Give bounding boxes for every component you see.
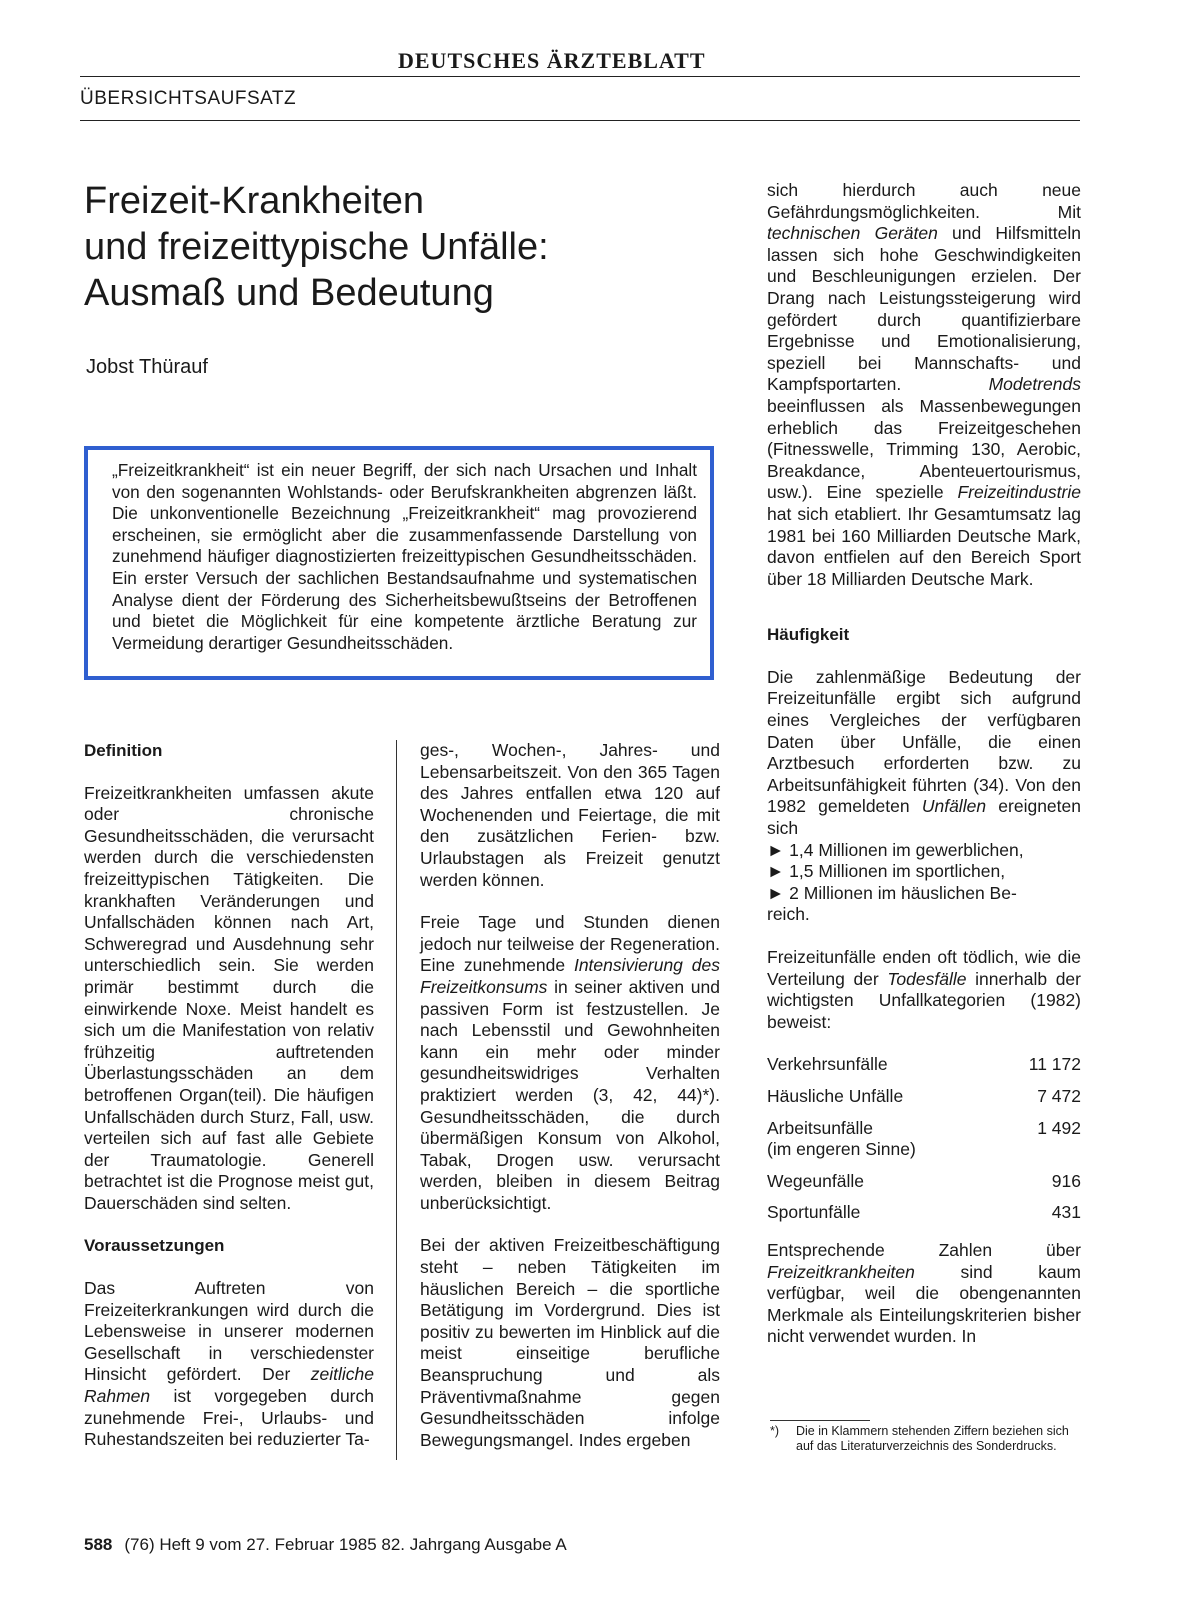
stat-value: 1 492 <box>1037 1117 1081 1138</box>
title-line: Ausmaß und Bedeutung <box>84 272 494 314</box>
author-name: Jobst Thürauf <box>86 356 208 378</box>
article-title <box>84 178 724 316</box>
footnote-text: Die in Klammern stehenden Ziffern beziehen sich auf das Literaturverzeichnis des Sonderdrucks. <box>796 1424 1069 1453</box>
incident-list <box>767 840 1081 926</box>
column-2 <box>420 740 720 1472</box>
paragraph: Freie Tage und Stunden dienen jedoch nur teilweise der Regeneration. Eine zunehmende Intensivierung des Freizeitkonsums in seiner aktiven und passiven Form ist festzustellen. Je nach Lebensstil und Gewohnheiten kann ein mehr oder minder gesundheitswidriges Verhalten praktiziert werden (3, 42, 44)*). Gesundheitsschäden, die durch übermäßigen Konsum von Alkohol, Tabak, Drogen usw. verursacht werden, bleiben in diesem Beitrag unberücksichtigt. <box>420 912 720 1213</box>
paragraph: Bei der aktiven Freizeitbeschäftigung steht – neben Tätigkeiten im häuslichen Bereich – die sportliche Betätigung im Vordergrund. Dies ist positiv zu bewerten im Hinblick auf die meist einseitige berufliche Beanspruchung und als Präventivmaßnahme gegen Gesundheitsschäden infolge Bewegungsmangel. Indes ergeben <box>420 1235 720 1450</box>
footnote-rule <box>770 1420 870 1421</box>
heading-definition: Definition <box>84 741 163 760</box>
list-item: ► 2 Millionen im häuslichen Be- <box>767 882 1017 903</box>
paragraph: ges-, Wochen-, Jahres- und Lebensarbeitszeit. Von den 365 Tagen des Jahres entfallen etwa 120 auf Wochenenden und Feiertage, die mit den zusätzlichen Ferien- bzw. Urlaubstagen als Freizeit genutzt werden können. <box>420 740 720 890</box>
stat-value: 431 <box>1051 1202 1081 1223</box>
stat-label: Arbeitsunfälle <box>767 1117 874 1138</box>
column-divider <box>396 740 397 1460</box>
page-number: 588 <box>84 1535 113 1554</box>
paragraph: sich hierdurch auch neue Gefährdungsmöglichkeiten. Mit technischen Geräten und Hilfsmitteln lassen sich hohe Geschwindigkeiten und Beschleunigungen erzielen. Der Drang nach Leistungssteigerung wird gefördert durch quantifizierbare Ergebnisse und Emotionalisierung, speziell bei Mannschafts- und Kampfsportarten. Modetrends beeinflussen als Massenbewegungen erheblich das Freizeitgeschehen (Fitnesswelle, Trimming 130, Aerobic, Breakdance, Abenteuertourismus, usw.). Eine spezielle Freizeitindustrie hat sich etabliert. Ihr Gesamtumsatz lag 1981 bei 160 Milliarden Deutsche Mark, davon entfielen auf den Bereich Sport über 18 Milliarden Deutsche Mark. <box>767 180 1081 589</box>
heading-voraussetzungen: Voraussetzungen <box>84 1236 225 1256</box>
paragraph-voraussetzungen: Das Auftreten von Freizeiterkrankungen wird durch die Lebensweise in unserer modernen Gesellschaft in verschiedenster Hinsicht gefördert. Der zeitliche Rahmen ist vorgegeben durch zunehmende Frei-, Urlaubs- und Ruhestandszeiten bei reduzierter Ta- <box>84 1278 374 1450</box>
table-row <box>767 1086 1081 1108</box>
column-1 <box>84 740 374 1472</box>
heading-haeufigkeit: Häufigkeit <box>767 625 850 645</box>
column-3 <box>767 180 1081 1369</box>
stat-label: Verkehrsunfälle <box>767 1054 888 1075</box>
stat-value: 11 172 <box>1028 1054 1081 1075</box>
stat-value: 7 472 <box>1037 1085 1081 1106</box>
table-row <box>767 1118 1081 1161</box>
paragraph-definition: Freizeitkrankheiten umfassen akute oder chronische Gesundheitsschäden, die verursacht werden durch die verschiedensten freizeittypischen Tätigkeiten. Die krankhaften Veränderungen und Unfallschäden können nach Art, Schweregrad und Ausdehnung sehr unterschiedlich sein. Sie werden primär bestimmt durch die einwirkende Noxe. Meist handelt es sich um die Manifestation von relativ frühzeitig auftretenden Überlastungsschäden an dem betroffenen Organ(teil). Die häufigen Unfallschäden durch Sturz, Fall, usw. verteilen sich auf fast alle Gebiete der Traumatologie. Generell betrachtet ist die Prognose meist gut, Dauerschäden sind selten. <box>84 782 374 1213</box>
stat-label: Wegeunfälle <box>767 1170 864 1191</box>
section-rule <box>80 120 1080 121</box>
section-label: ÜBERSICHTSAUFSATZ <box>80 88 297 109</box>
header-rule <box>80 76 1080 77</box>
table-row <box>767 1202 1081 1224</box>
footnote-mark: *) <box>770 1424 780 1438</box>
paragraph: Freizeitunfälle enden oft tödlich, wie die Verteilung der Todesfälle innerhalb der wichtigsten Unfallkategorien (1982) beweist: <box>767 947 1081 1032</box>
paragraph: Die zahlenmäßige Bedeutung der Freizeitunfälle ergibt sich aufgrund eines Vergleiches der verfügbaren Daten über Unfälle, die einen Arztbesuch erforderten bzw. zu Arbeitsunfähigkeit führten (34). Von den 1982 gemeldeten Unfällen ereigneten sich <box>767 666 1081 839</box>
title-line: Freizeit-Krankheiten <box>84 180 425 222</box>
title-line: und freizeittypische Unfälle: <box>84 226 549 268</box>
abstract-text: „Freizeitkrankheit“ ist ein neuer Begriff, der sich nach Ursachen und Inhalt von den sogenannten Wohlstands- oder Berufskrankheiten abgrenzen läßt. Die unkonventionelle Bezeichnung „Freizeitkrankheit“ mag provozierend erscheinen, sie ermöglicht aber die zusammenfassende Darstellung von zunehmend häufiger diagnostizierten freizeittypischen Gesundheitsschäden. Ein erster Versuch der sachlichen Bestandsaufnahme und systematischen Analyse dient der Förderung des Sicherheitsbewußtseins der Betroffenen und bietet die Möglichkeit für eine kompetente ärztliche Beratung zur Vermeidung derartiger Gesundheitsschäden. <box>112 460 697 653</box>
list-item: ► 1,4 Millionen im gewerblichen, <box>767 839 1024 860</box>
stat-label: Häusliche Unfälle <box>767 1085 904 1106</box>
abstract-box <box>84 446 714 680</box>
list-item: ► 1,5 Millionen im sportlichen, <box>767 861 1006 882</box>
stat-label: Sportunfälle <box>767 1202 861 1223</box>
paragraph: Entsprechende Zahlen über Freizeitkrankheiten sind kaum verfügbar, weil die obengenannten Merkmale als Einteilungskriterien bisher nicht verwendet wurden. In <box>767 1239 1081 1347</box>
list-item: reich. <box>767 904 810 925</box>
issue-info: (76) Heft 9 vom 27. Februar 1985 82. Jahrgang Ausgabe A <box>124 1535 567 1554</box>
table-row <box>767 1054 1081 1076</box>
fatality-table <box>767 1054 1081 1224</box>
page-footer <box>84 1535 567 1555</box>
stat-value: 916 <box>1051 1170 1081 1191</box>
stat-sublabel: (im engeren Sinne) <box>767 1139 916 1160</box>
table-row <box>767 1171 1081 1193</box>
